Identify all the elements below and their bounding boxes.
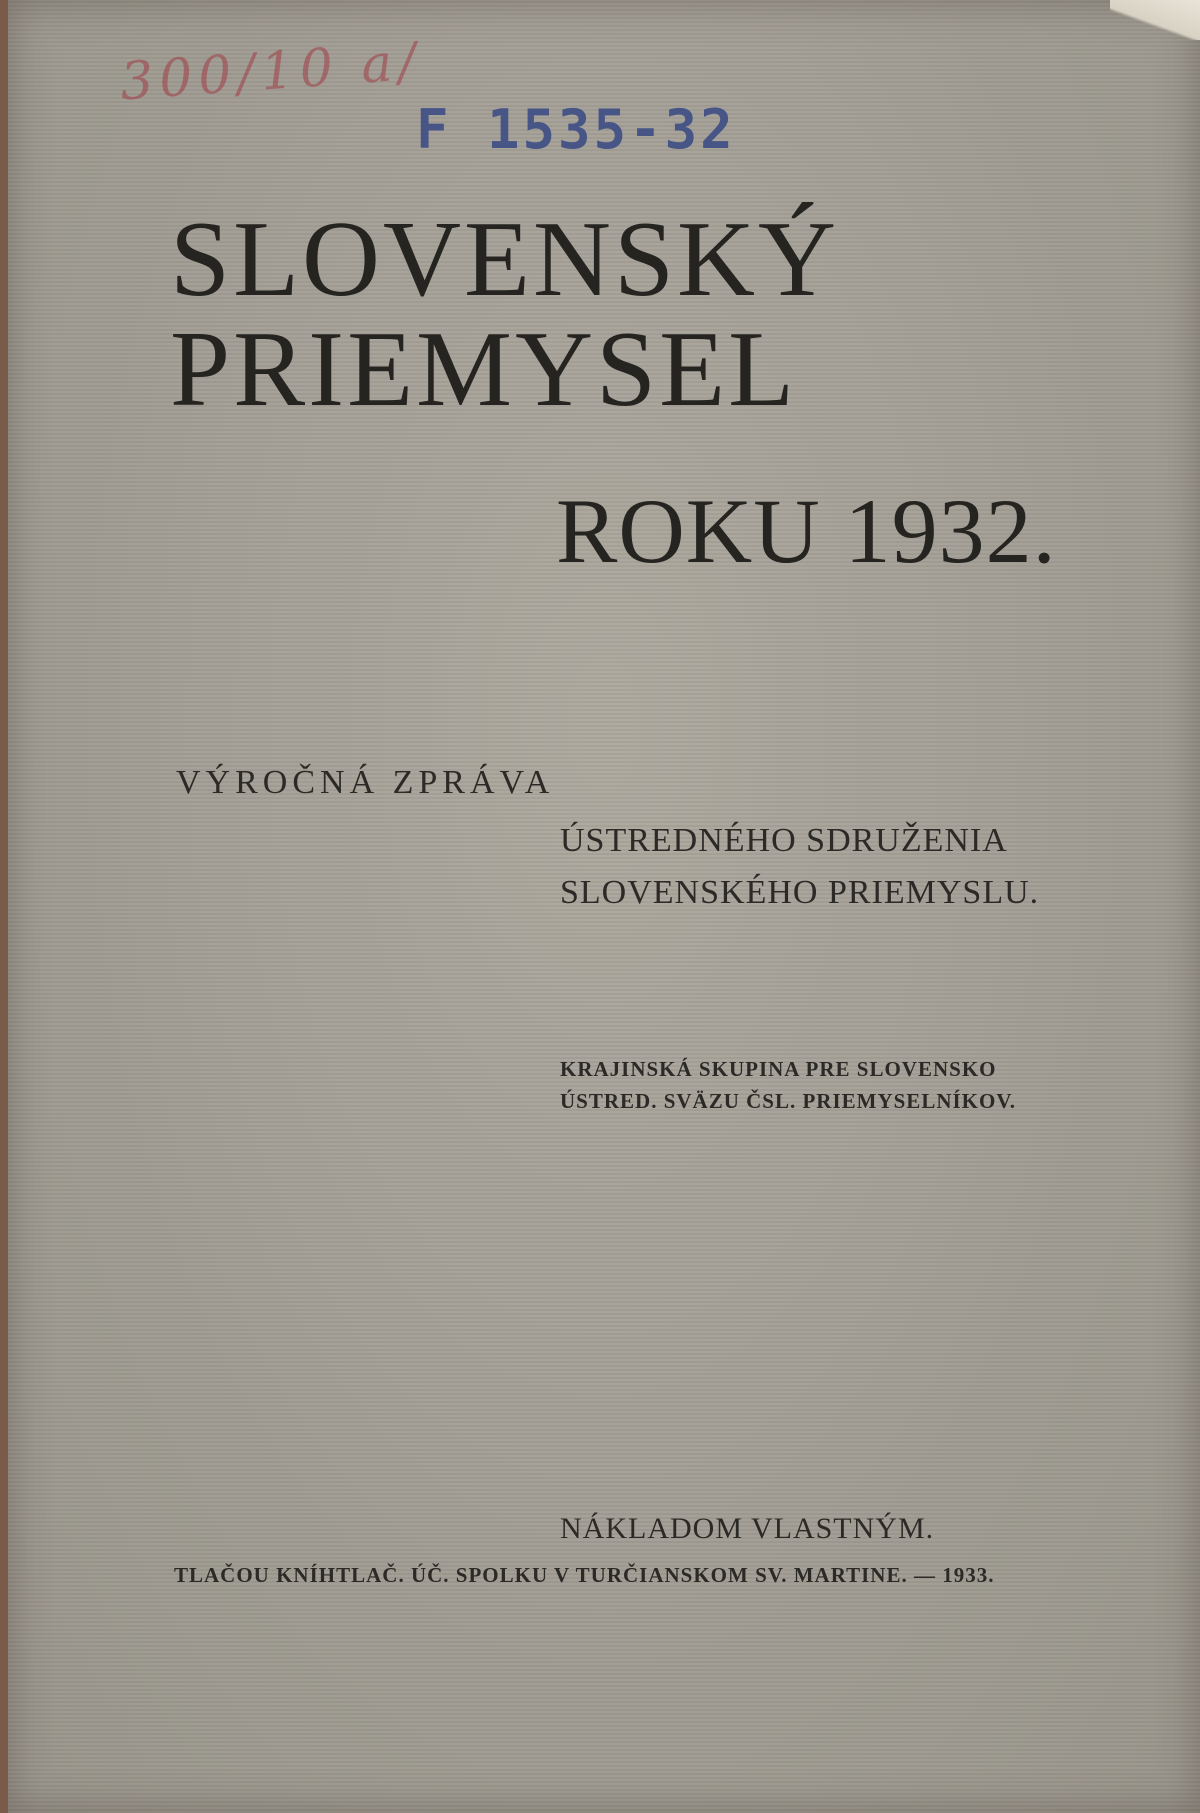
title-line-1: SLOVENSKÝ [170,200,840,319]
subtitle-line-1: VÝROČNÁ ZPRÁVA [176,764,555,801]
catalog-stamp: F 1535-32 [416,98,736,161]
title-year: ROKU 1932. [556,480,1057,582]
book-cover [8,0,1200,1813]
subtitle-line-2: ÚSTREDNÉHO SDRUŽENIA [560,822,1008,859]
subtitle-line-3: SLOVENSKÉHO PRIEMYSLU. [560,874,1040,911]
printer-line: TLAČOU KNÍHTLAČ. ÚČ. SPOLKU V TURČIANSKOM SV. MARTINE. — 1933. [174,1563,995,1587]
title-line-2: PRIEMYSEL [170,310,798,429]
handwritten-note: 300/10 a/ [118,31,424,113]
publisher-line: NÁKLADOM VLASTNÝM. [560,1512,935,1545]
group-line-1: KRAJINSKÁ SKUPINA PRE SLOVENSKO [560,1057,997,1081]
group-line-2: ÚSTRED. SVÄZU ČSL. PRIEMYSELNÍKOV. [560,1089,1017,1113]
torn-corner [1110,0,1200,40]
